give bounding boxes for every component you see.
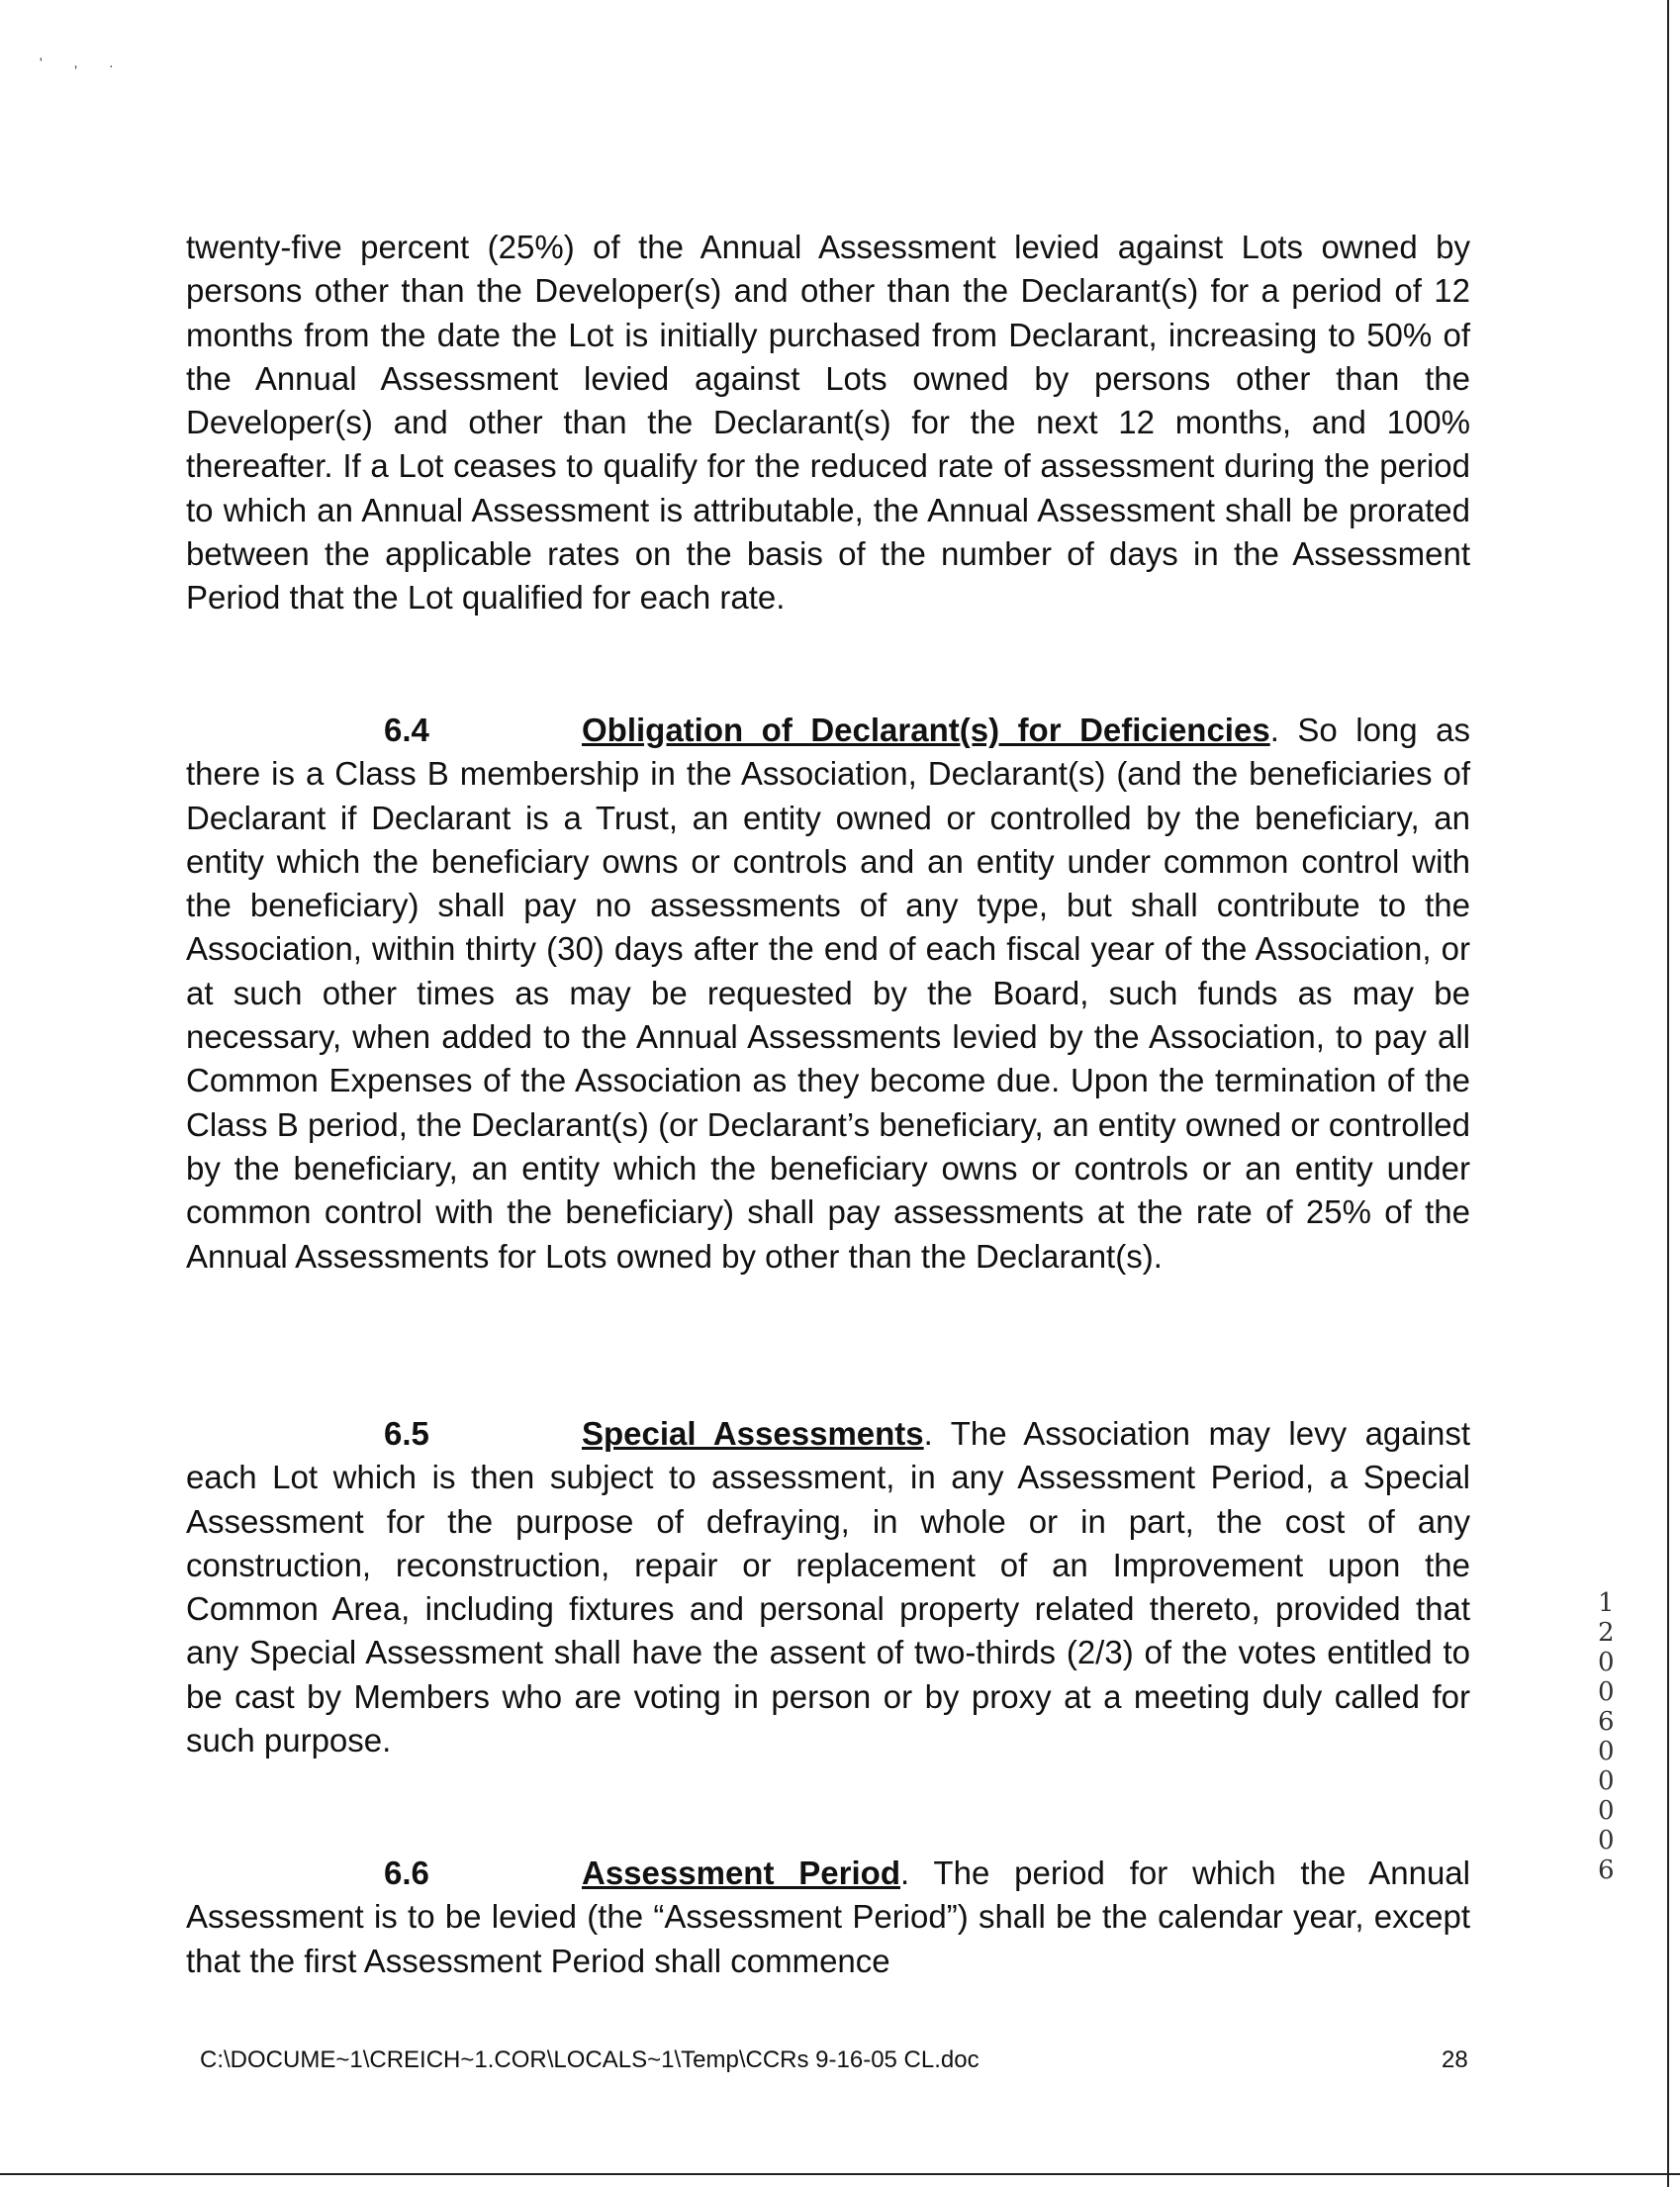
section-6-6 xyxy=(186,1852,1470,1983)
section-heading: Obligation of Declarant(s) for Deficiencies xyxy=(582,712,1270,748)
section-body: . So long as there is a Class B membership in the Association, Declarant(s) (and the beneficiaries of Declarant if Declarant is a Trust, an entity owned or controlled by the beneficiary, an entity which the beneficiary owns or controls and an entity under common control with the beneficiary) shall pay no assessments of any type, but shall contribute to the Association, within thirty (30) days after the end of each fiscal year of the Association, or at such other times as may be requested by the Board, such funds as may be necessary, when added to the Annual Assessments levied by the Association, to pay all Common Expenses of the Association as they become due. Upon the termination of the Class B period, the Declarant(s) (or Declarant’s beneficiary, an entity owned or controlled by the beneficiary, an entity which the beneficiary owns or controls or an entity under common control with the beneficiary) shall pay assessments at the rate of 25% of the Annual Assessments for Lots owned by other than the Declarant(s). xyxy=(186,712,1471,1275)
scan-edge-bottom xyxy=(0,2173,1680,2175)
section-body: . The Association may levy against each Lot which is then subject to assessment, in any Assessment Period, a Special Assessment for the purpose of defraying, in whole or in part, the cost of any construction, reconstruction, repair or replacement of an Improvement upon the Common Area, including fixtures and personal property related thereto, provided that any Special Assessment shall have the assent of two-thirds (2/3) of the votes entitled to be cast by Members who are voting in person or by proxy at a meeting duly called for such purpose. xyxy=(186,1415,1470,1759)
section-6-4 xyxy=(186,709,1470,1279)
stamp-char: 0 xyxy=(1598,1796,1615,1826)
paragraph-continued: twenty-five percent (25%) of the Annual Assessment levied against Lots owned by persons other than the Developer(s) and other than the Declarant(s) for a period of 12 months from the date the Lot is initially purchased from Declarant, increasing to 50% of the Annual Assessment levied against Lots owned by persons other than the Developer(s) and other than the Declarant(s) for the next 12 months, and 100% thereafter. If a Lot ceases to qualify for the reduced rate of assessment during the period to which an Annual Assessment is attributable, the Annual Assessment shall be prorated between the applicable rates on the basis of the number of days in the Assessment Period that the Lot qualified for each rate. xyxy=(186,229,1470,617)
stamp-char: 6 xyxy=(1598,1855,1615,1885)
footer-file-path: C:\DOCUME~1\CREICH~1.COR\LOCALS~1\Temp\CCRs 9-16-05 CL.doc xyxy=(200,2046,980,2073)
stamp-char: 0 xyxy=(1598,1677,1615,1707)
section-heading: Special Assessments xyxy=(582,1415,924,1452)
section-heading: Assessment Period xyxy=(582,1854,900,1891)
section-number: 6.6 xyxy=(384,1854,429,1891)
stamp-char: 0 xyxy=(1598,1766,1615,1796)
section-6-5 xyxy=(186,1412,1470,1762)
section-number: 6.4 xyxy=(384,712,429,748)
page-number: 28 xyxy=(1442,2046,1468,2073)
stamp-char: 2 xyxy=(1598,1618,1615,1648)
section-body: . The period for which the Annual Assessment is to be levied (the “Assessment Period”) shall be the calendar year, except that the first Assessment Period shall commence xyxy=(186,1854,1470,1979)
stamp-char: 6 xyxy=(1598,1707,1615,1737)
recording-stamp xyxy=(1598,1588,1615,1885)
stamp-char: 1 xyxy=(1598,1588,1615,1618)
stamp-char: 0 xyxy=(1598,1737,1615,1766)
section-number: 6.5 xyxy=(384,1415,429,1452)
stamp-char: 0 xyxy=(1598,1648,1615,1677)
stamp-char: 0 xyxy=(1598,1826,1615,1855)
scan-specks: ' , . xyxy=(40,54,128,70)
scan-edge-right xyxy=(1667,0,1669,2187)
